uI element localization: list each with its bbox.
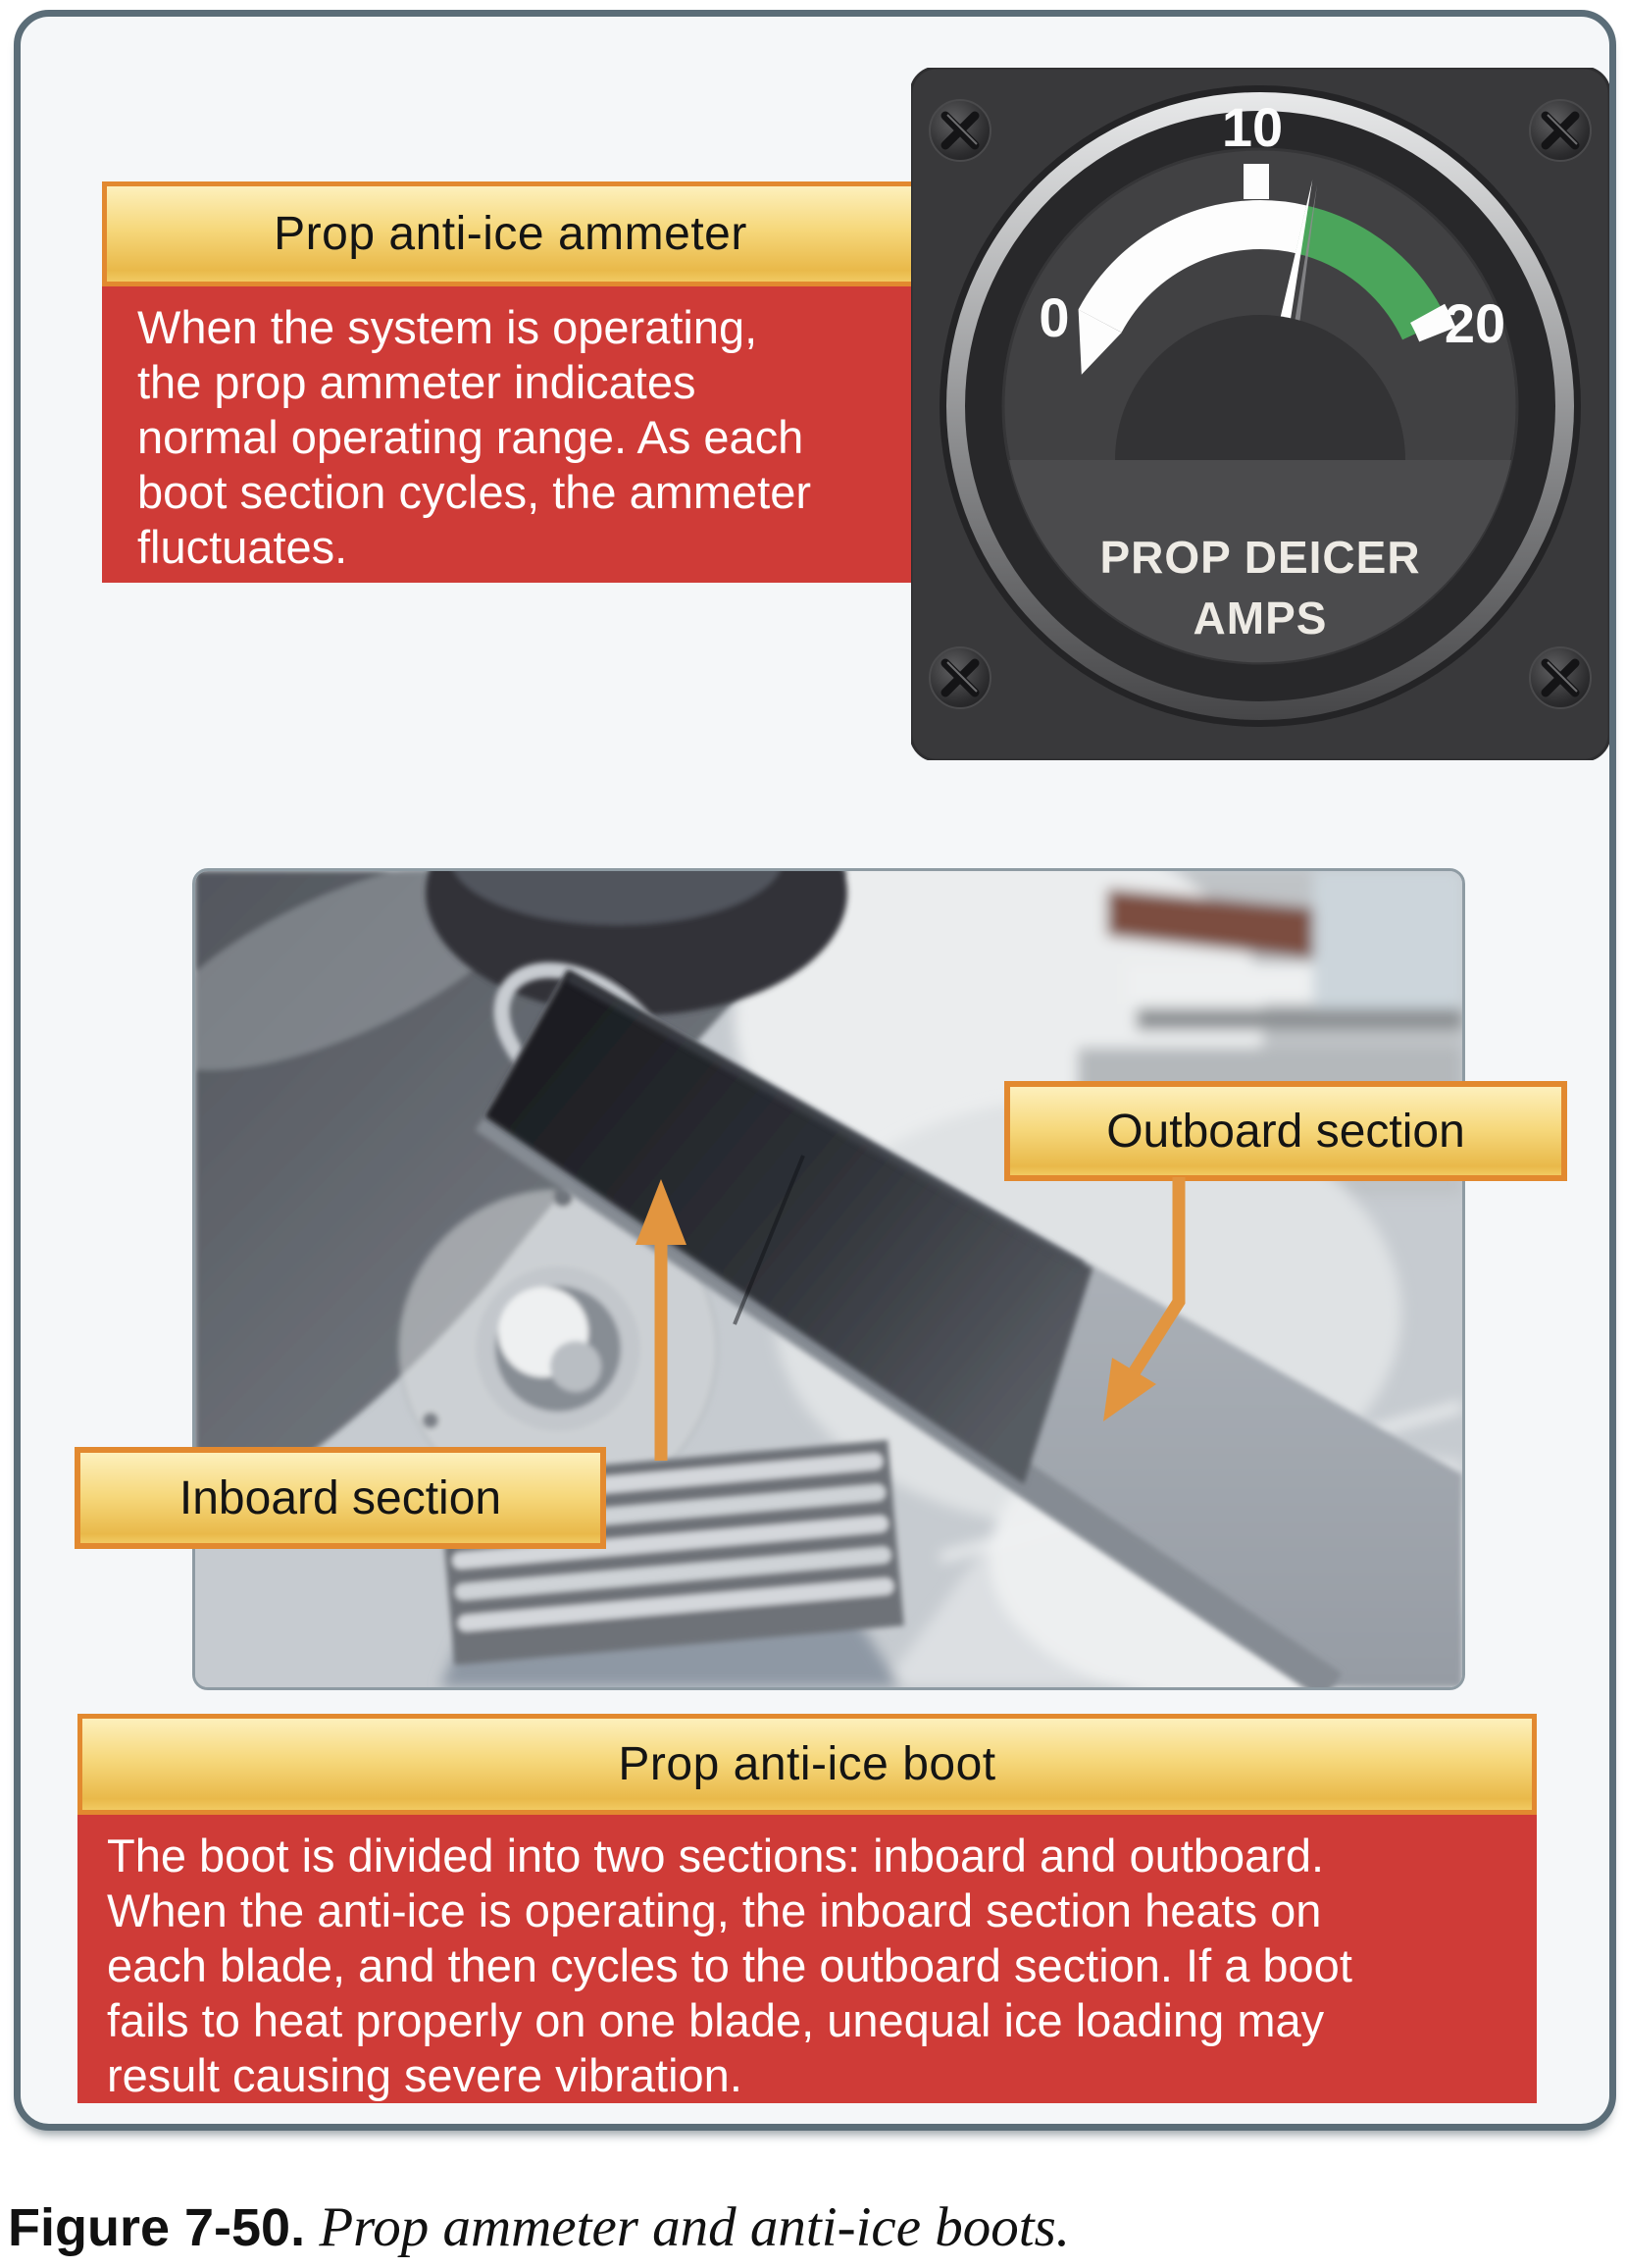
- boot-note-line: fails to heat properly on one blade, unequal ice loading may: [107, 1994, 1325, 2046]
- ammeter-callout-title: Prop anti-ice ammeter: [274, 208, 747, 260]
- gauge-10-tick: [1244, 164, 1269, 199]
- boot-note-line: When the anti-ice is operating, the inboard section heats on: [107, 1884, 1322, 1936]
- boot-callout-header: [77, 1714, 1537, 1815]
- screw-icon: [930, 647, 991, 708]
- ammeter-callout-header: [102, 181, 919, 286]
- figure-frame: [14, 10, 1616, 2131]
- screw-icon: [1530, 100, 1591, 161]
- screw-icon: [930, 100, 991, 161]
- outboard-section-label-text: Outboard section: [1106, 1105, 1465, 1158]
- gauge-face-label-line1: PROP DEICER: [1099, 532, 1421, 583]
- boot-note-line: each blade, and then cycles to the outboard section. If a boot: [107, 1939, 1352, 1991]
- ammeter-note-line: the prop ammeter indicates: [137, 356, 696, 408]
- inboard-section-label: [75, 1447, 606, 1549]
- boot-callout-body: [77, 1815, 1537, 2103]
- figure-caption-label: Figure 7-50.: [8, 2198, 306, 2257]
- boot-callout-title: Prop anti-ice boot: [618, 1738, 996, 1790]
- ammeter-callout-body: [102, 286, 921, 583]
- inboard-section-label-text: Inboard section: [178, 1471, 502, 1524]
- outboard-section-label: [1004, 1081, 1567, 1181]
- ammeter-note-line: fluctuates.: [137, 521, 348, 573]
- ammeter-note-line: normal operating range. As each: [137, 411, 804, 463]
- boot-note-line: The boot is divided into two sections: inboard and outboard.: [107, 1830, 1325, 1881]
- gauge-face-label-line2: AMPS: [1193, 593, 1328, 644]
- screw-icon: [1530, 647, 1591, 708]
- figure-caption: [8, 2195, 1577, 2259]
- gauge-20-tick: [1428, 313, 1438, 335]
- prop-boot-photo-art: [195, 871, 1462, 1687]
- gauge-tick-label-20: 20: [1444, 292, 1506, 354]
- prop-boot-photo: [192, 868, 1465, 1690]
- prop-deicer-ammeter-gauge: [911, 68, 1609, 760]
- ammeter-note-line: When the system is operating,: [137, 301, 758, 353]
- boot-note-line: result causing severe vibration.: [107, 2049, 742, 2101]
- gauge-tick-label-0: 0: [1039, 286, 1070, 348]
- ammeter-note-line: boot section cycles, the ammeter: [137, 466, 812, 518]
- figure-caption-title: Prop ammeter and anti-ice boots.: [305, 2196, 1071, 2258]
- gauge-tick-label-10: 10: [1221, 96, 1284, 158]
